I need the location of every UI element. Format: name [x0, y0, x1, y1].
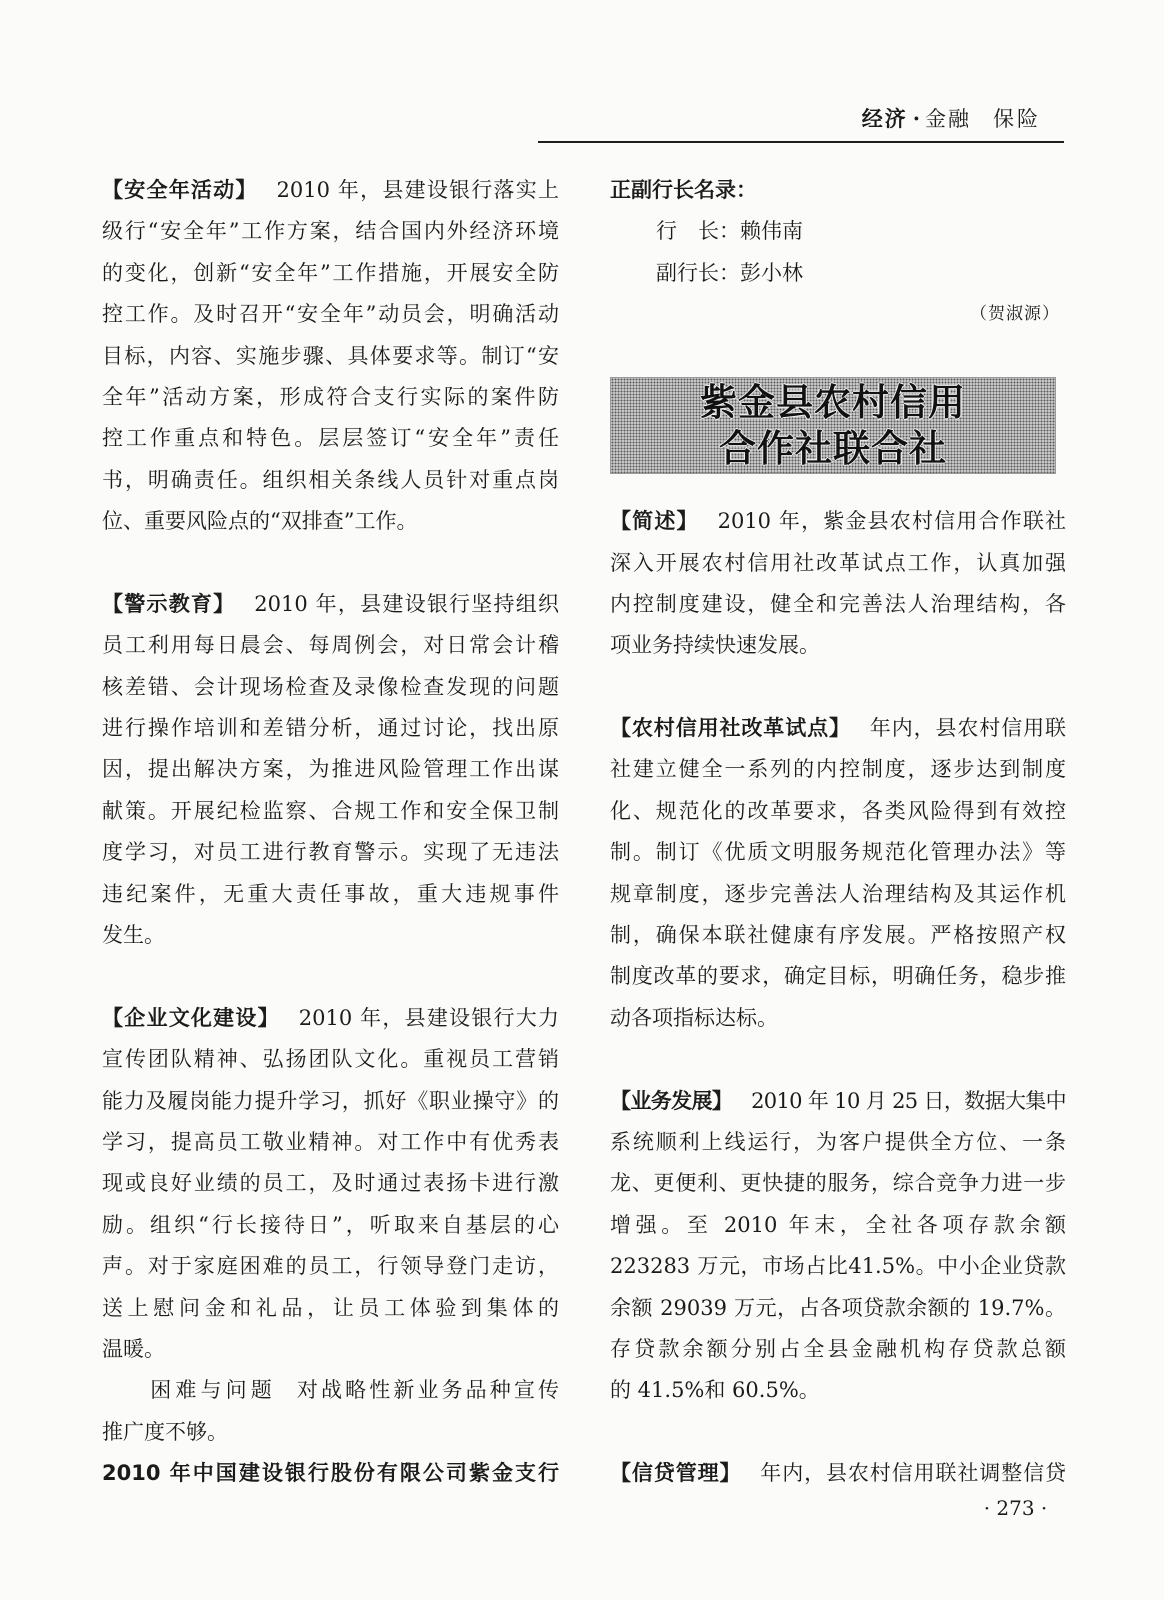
paragraph-line	[610, 1081, 1066, 1122]
paragraph-line: 推广度不够。	[102, 1419, 228, 1444]
paragraph-line: 核差错、会计现场检查及录像检查发现的问题	[102, 674, 559, 699]
paragraph-spacer	[102, 956, 559, 997]
paragraph-line: 温暖。	[102, 1336, 165, 1361]
paragraph-warning-education	[102, 584, 559, 957]
paragraph-safety-year	[102, 170, 559, 543]
leader-name: 彭小林	[740, 260, 803, 285]
paragraph-line: 龙、更便利、更快捷的服务，综合竞争力进一步	[610, 1171, 1066, 1196]
paragraph-line: 现或良好业绩的员工，及时通过表扬卡进行激	[102, 1171, 559, 1196]
paragraph-line	[102, 1370, 559, 1411]
paragraph-line	[610, 1453, 1066, 1494]
leader-role: 副行长：	[656, 260, 740, 285]
paragraph-line: 深入开展农村信用社改革试点工作，认真加强	[610, 550, 1066, 575]
paragraph-lead: 【农村信用社改革试点】	[610, 716, 851, 741]
paragraph-corporate-culture	[102, 998, 559, 1371]
paragraph-line	[102, 998, 559, 1039]
leader-entry	[610, 253, 1066, 294]
paragraph-lead: 困难与问题	[150, 1378, 276, 1403]
paragraph-line: 制度改革的要求，确定目标，明确任务，稳步推	[610, 964, 1066, 989]
right-column	[610, 170, 1066, 1495]
header-rule	[538, 141, 1064, 143]
paragraph-line: 余额 29039 万元，占各项贷款余额的 19.7%。	[610, 1295, 1066, 1320]
paragraph-line: 学习，提高员工敬业精神。对工作中有优秀表	[102, 1129, 559, 1154]
contributor-credit: （贺淑源）	[970, 304, 1060, 325]
paragraph-line: 级行“安全年”工作方案，结合国内外经济环境	[102, 219, 559, 244]
section-heading-line: 合作社联合社	[719, 426, 947, 470]
paragraph-line: 制，确保本联社健康有序发展。严格按照产权	[610, 923, 1066, 948]
paragraph-line: 目标，内容、实施步骤、具体要求等。制订“安	[102, 343, 559, 368]
paragraph-lead: 【企业文化建设】	[102, 1005, 280, 1030]
paragraph-line: 员工利用每日晨会、每周例会，对日常会计稽	[102, 633, 559, 658]
section-heading-box	[610, 377, 1056, 474]
leaders-title: 正副行长名录：	[610, 178, 757, 202]
paragraph-line: 社建立健全一系列的内控制度，逐步达到制度	[610, 757, 1066, 782]
paragraph-line: 位、重要风险点的“双排查”工作。	[102, 509, 418, 534]
paragraph-line: 内控制度建设，健全和完善法人治理结构，各	[610, 591, 1066, 616]
leader-name: 赖伟南	[740, 219, 803, 244]
paragraph-reform-pilot	[610, 708, 1066, 1039]
paragraph-text: 2010 年，紫金县农村信用合作联社	[717, 509, 1066, 534]
paragraph-line: 送上慰问金和礼品，让员工体验到集体的	[102, 1295, 559, 1320]
paragraph-text: 2010 年，县建设银行大力	[298, 1005, 559, 1030]
paragraph-lead: 【业务发展】	[610, 1088, 733, 1113]
left-column	[102, 170, 559, 1495]
leader-role: 行 长：	[656, 219, 740, 244]
paragraph-line: 的 41.5%和 60.5%。	[610, 1378, 820, 1403]
paragraph-spacer	[610, 667, 1066, 708]
paragraph-credit-management	[610, 1453, 1066, 1494]
paragraph-line: 控工作。及时召开“安全年”动员会，明确活动	[102, 302, 559, 327]
paragraph-line: 宣传团队精神、弘扬团队文化。重视员工营销	[102, 1047, 559, 1072]
paragraph-difficulties	[102, 1370, 559, 1453]
paragraph-line: 进行操作培训和差错分析，通过讨论，找出原	[102, 716, 559, 741]
paragraph-line: 系统顺利上线运行，为客户提供全方位、一条	[610, 1130, 1066, 1154]
page-number: · 273 ·	[983, 1496, 1048, 1520]
paragraph-overview	[610, 501, 1066, 667]
paragraph-line: 献策。开展纪检监察、合规工作和安全保卫制	[102, 798, 559, 823]
paragraph-line: 全年”活动方案，形成符合支行实际的案件防	[102, 384, 559, 409]
paragraph-business-development	[610, 1081, 1066, 1412]
paragraph-line: 度学习，对员工进行教育警示。实现了无违法	[102, 840, 559, 865]
leader-entry	[610, 211, 1066, 252]
paragraph-line	[610, 501, 1066, 542]
header-section: 经济	[861, 107, 908, 131]
paragraph-line: 规章制度，逐步完善法人治理结构及其运作机	[610, 881, 1066, 906]
paragraph-lead: 【安全年活动】	[102, 178, 258, 202]
paragraph-line	[610, 708, 1066, 749]
paragraph-text: 2010 年，县建设银行坚持组织	[254, 591, 559, 616]
paragraph-text: 年内，县农村信用联社调整信贷	[760, 1461, 1067, 1486]
paragraph-line: 项业务持续快速发展。	[610, 633, 820, 658]
paragraph-line: 控工作重点和特色。层层签订“安全年”责任	[102, 426, 559, 451]
paragraph-spacer	[102, 543, 559, 584]
paragraph-spacer	[610, 1039, 1066, 1080]
paragraph-line	[102, 170, 559, 211]
paragraph-text: 对战略性新业务品种宣传	[296, 1378, 560, 1403]
paragraph-line: 能力及履岗能力提升学习，抓好《职业操守》的	[102, 1088, 559, 1113]
paragraph-line: 制。制订《优质文明服务规范化管理办法》等	[610, 840, 1066, 865]
paragraph-line: 励。组织“行长接待日”，听取来自基层的心	[102, 1212, 559, 1237]
paragraph-line: 存贷款余额分别占全县金融机构存贷款总额	[610, 1336, 1066, 1361]
paragraph-line: 动各项指标达标。	[610, 1005, 778, 1030]
paragraph-line: 因，提出解决方案，为推进风险管理工作出谋	[102, 757, 559, 782]
header-subcategory: 保险	[993, 107, 1041, 131]
section-heading-line: 紫金县农村信用	[700, 380, 966, 424]
paragraph-line: 223283 万元，市场占比41.5%。中小企业贷款	[610, 1254, 1066, 1279]
paragraph-line: 增强。至 2010 年末，全社各项存款余额	[610, 1212, 1066, 1237]
paragraph-lead: 【简述】	[610, 509, 699, 534]
paragraph-line: 书，明确责任。组织相关条线人员针对重点岗	[102, 467, 559, 492]
paragraph-spacer	[610, 1412, 1066, 1453]
paragraph-lead: 【信贷管理】	[610, 1461, 742, 1486]
paragraph-text: 2010 年 10 月 25 日，数据大集中	[751, 1088, 1066, 1113]
leaders-list	[610, 170, 1066, 336]
running-header	[862, 104, 1041, 134]
paragraph-line: 发生。	[102, 923, 165, 948]
paragraph-line	[102, 584, 559, 625]
header-separator: ·	[912, 106, 920, 131]
header-category: 金融	[925, 107, 971, 131]
paragraph-text: 年内，县农村信用联	[869, 716, 1067, 741]
paragraph-text: 2010 年，县建设银行落实上	[276, 178, 559, 202]
paragraph-line: 的变化，创新“安全年”工作措施，开展安全防	[102, 260, 559, 285]
paragraph-lead: 【警示教育】	[102, 591, 236, 616]
paragraph-line: 声。对于家庭困难的员工，行领导登门走访，	[102, 1254, 559, 1279]
next-section-title: 2010 年中国建设银行股份有限公司紫金支行	[102, 1461, 559, 1486]
paragraph-line: 违纪案件，无重大责任事故，重大违规事件	[102, 881, 559, 906]
paragraph-line: 化、规范化的改革要求，各类风险得到有效控	[610, 798, 1066, 823]
